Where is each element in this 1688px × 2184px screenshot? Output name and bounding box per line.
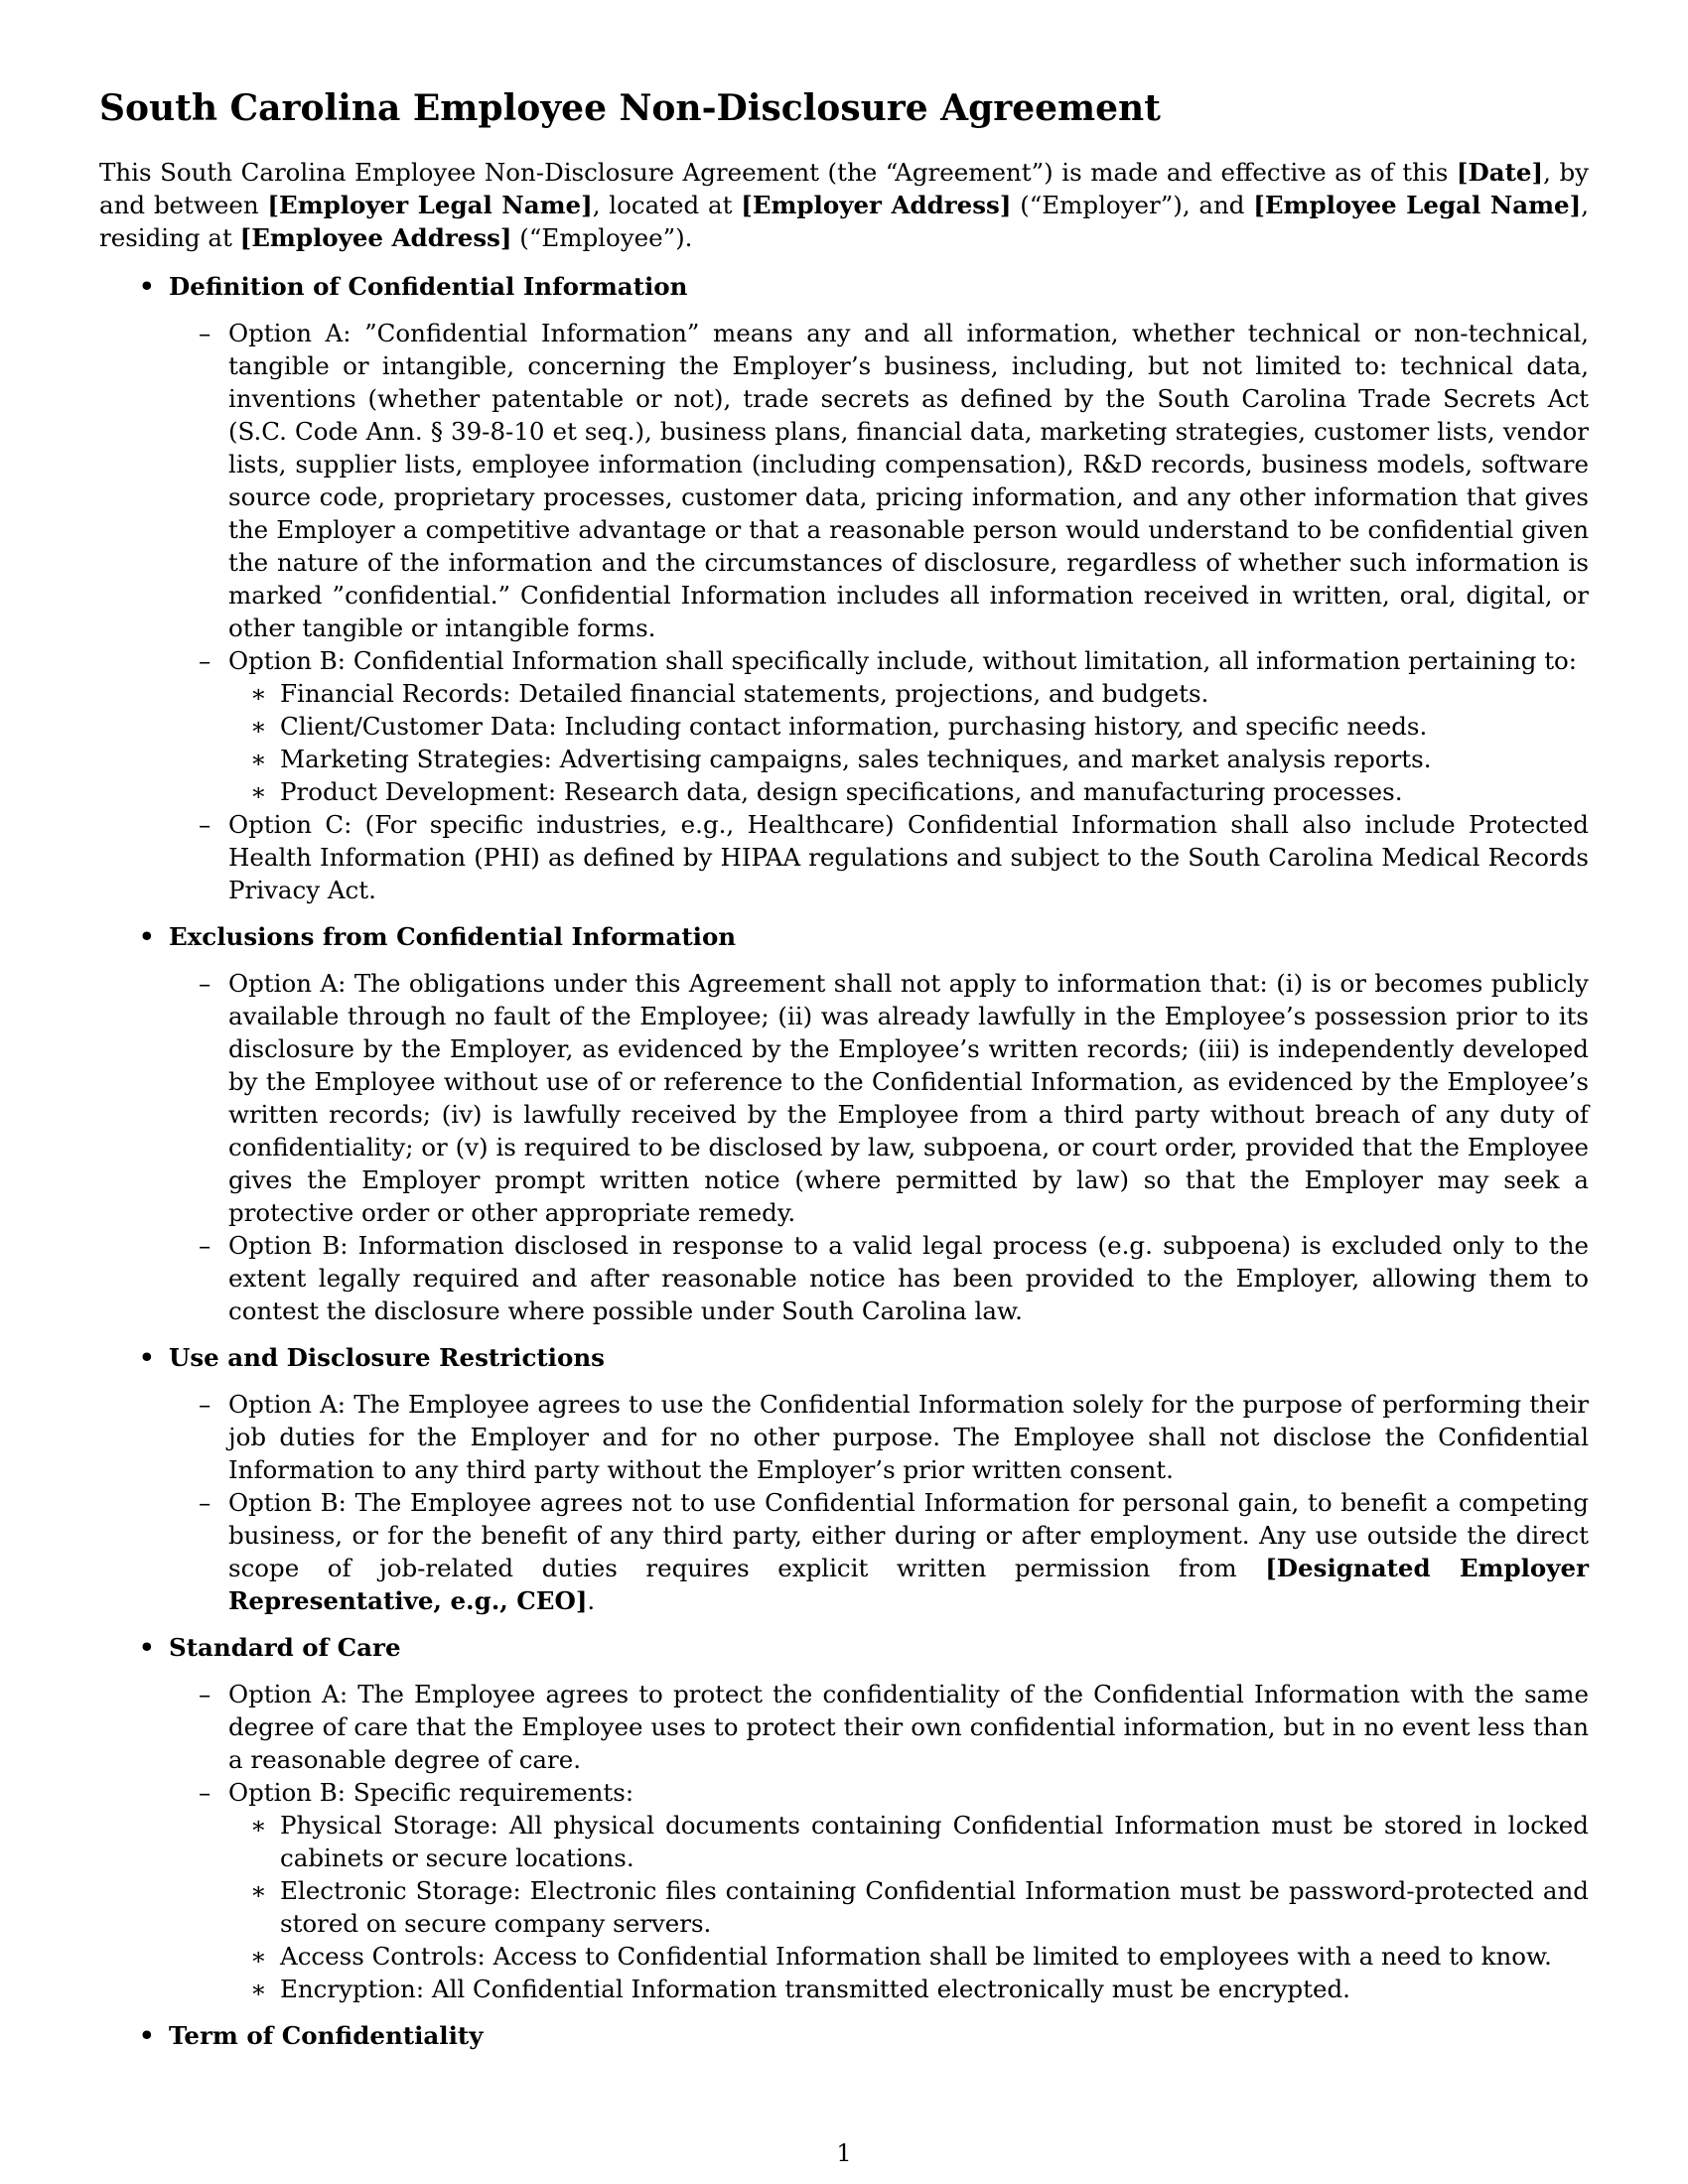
- list-item: ∗ Access Controls: Access to Confidential Information shall be limited to employees with a need to know.: [250, 1942, 1552, 1972]
- list-item: ∗ Encryption: All Confidential Information transmitted electronically must be encrypted.: [250, 1975, 1350, 2004]
- asterisk-icon: ∗: [250, 712, 267, 742]
- section-standard-of-care: [99, 1631, 1589, 2005]
- section-heading: Use and Disclosure Restrictions: [169, 1343, 605, 1373]
- section-term: [99, 2019, 1589, 2052]
- asterisk-icon: ∗: [250, 1811, 267, 1841]
- option-b: – Option B: Specific requirements:: [199, 1778, 634, 1808]
- dash-icon: –: [199, 646, 211, 676]
- option-b: – Option B: Information disclosed in response to a valid legal process (e.g. subpoena) is excluded only to the extent legally required and after reasonable notice has been provided to the Employer, allowing them to contest the disclosure where possible under South Carolina law.: [199, 1231, 1589, 1326]
- bullet-icon: •: [139, 272, 155, 302]
- section-heading: Definition of Confidential Information: [169, 272, 688, 302]
- bullet-icon: •: [139, 922, 155, 952]
- section-use-restrictions: [99, 1341, 1589, 1617]
- option-b: – Option B: Confidential Information shall specifically include, without limitation, all information pertaining to:: [199, 646, 1578, 676]
- document-title: South Carolina Employee Non-Disclosure Agreement: [99, 87, 1161, 129]
- dash-icon: –: [199, 1778, 211, 1808]
- dash-icon: –: [199, 1488, 211, 1518]
- dash-icon: –: [199, 319, 211, 348]
- list-item: ∗ Client/Customer Data: Including contact information, purchasing history, and specific needs.: [250, 712, 1428, 742]
- list-item: ∗ Physical Storage: All physical documents containing Confidential Information must be stored in locked cabinets or secure locations.: [250, 1811, 1589, 1873]
- employee-address-placeholder: [Employee Address]: [239, 223, 512, 253]
- dash-icon: –: [199, 1680, 211, 1709]
- asterisk-icon: ∗: [250, 1942, 267, 1972]
- option-b: – Option B: The Employee agrees not to use Confidential Information for personal gain, to benefit a competing business, or for the benefit of any third party, either during or after employment. Any use outside the direct scope of job-related duties requires explicit written permission from [Designated Employer Representative, e.g., CEO].: [199, 1488, 1589, 1616]
- employee-name-placeholder: [Employee Legal Name]: [1253, 191, 1582, 220]
- asterisk-icon: ∗: [250, 1975, 267, 2004]
- section-heading: Standard of Care: [169, 1633, 401, 1663]
- list-item: ∗ Marketing Strategies: Advertising campaigns, sales techniques, and market analysis reports.: [250, 745, 1432, 774]
- intro-paragraph: This South Carolina Employee Non-Disclosure Agreement (the “Agreement”) is made and effective as of this [Date], by and between [Employer Legal Name], located at [Employer Address] (“Employer”), and [Employee Legal Name], residing at [Employee Address] (“Employee”).: [99, 158, 1589, 253]
- option-a: – Option A: The obligations under this Agreement shall not apply to information that: (i) is or becomes publicly available through no fault of the Employee; (ii) was already lawfully in the Employee’s possession prior to its disclosure by the Employer, as evidenced by the Employee’s written records; (iii) is independently developed by the Employee without use of or reference to the Confidential Information, as evidenced by the Employee’s written records; (iv) is lawfully received by the Employee from a third party without breach of any duty of confidentiality; or (v) is required to be disclosed by law, subpoena, or court order, provided that the Employee gives the Employer prompt written notice (where permitted by law) so that the Employer may seek a protective order or other appropriate remedy.: [199, 969, 1589, 1228]
- dash-icon: –: [199, 1231, 211, 1261]
- section-exclusions: [99, 920, 1589, 1327]
- option-a: – Option A: The Employee agrees to protect the confidentiality of the Confidential Information with the same degree of care that the Employee uses to protect their own confidential information, but in no event less than a reasonable degree of care.: [199, 1680, 1589, 1775]
- asterisk-icon: ∗: [250, 777, 267, 807]
- option-a: – Option A: The Employee agrees to use the Confidential Information solely for the purpose of performing their job duties for the Employer and for no other purpose. The Employee shall not disclose the Confidential Information to any third party without the Employer’s prior written consent.: [199, 1390, 1589, 1485]
- dash-icon: –: [199, 810, 211, 840]
- asterisk-icon: ∗: [250, 1876, 267, 1906]
- list-item: ∗ Financial Records: Detailed financial statements, projections, and budgets.: [250, 679, 1209, 709]
- option-c: – Option C: (For specific industries, e.g., Healthcare) Confidential Information shall also include Protected Health Information (PHI) as defined by HIPAA regulations and subject to the South Carolina Medical Records Privacy Act.: [199, 810, 1589, 905]
- asterisk-icon: ∗: [250, 745, 267, 774]
- list-item: ∗ Electronic Storage: Electronic files containing Confidential Information must be password-protected and stored on secure company servers.: [250, 1876, 1589, 1939]
- page-number: 1: [836, 2139, 852, 2167]
- dash-icon: –: [199, 1390, 211, 1420]
- bullet-icon: •: [139, 1633, 155, 1663]
- list-item: ∗ Product Development: Research data, design specifications, and manufacturing processes.: [250, 777, 1403, 807]
- employer-address-placeholder: [Employer Address]: [741, 191, 1012, 220]
- section-heading: Exclusions from Confidential Information: [169, 922, 737, 952]
- asterisk-icon: ∗: [250, 679, 267, 709]
- section-definition: [99, 270, 1589, 906]
- option-a: – Option A: ”Confidential Information” means any and all information, whether technical or non-technical, tangible or intangible, concerning the Employer’s business, including, but not limited to: technical data, inventions (whether patentable or not), trade secrets as defined by the South Carolina Trade Secrets Act (S.C. Code Ann. § 39-8-10 et seq.), business plans, financial data, marketing strategies, customer lists, vendor lists, supplier lists, employee information (including compensation), R&D records, business models, software source code, proprietary processes, customer data, pricing information, and any other information that gives the Employer a competitive advantage or that a reasonable person would understand to be confidential given the nature of the information and the circumstances of disclosure, regardless of whether such information is marked ”confidential.” Confidential Information includes all information received in written, oral, digital, or other tangible or intangible forms.: [199, 319, 1589, 643]
- dash-icon: –: [199, 969, 211, 999]
- date-placeholder: [Date]: [1456, 158, 1544, 188]
- section-heading: Term of Confidentiality: [169, 2021, 484, 2051]
- document-page: [99, 87, 1589, 2066]
- employer-name-placeholder: [Employer Legal Name]: [267, 191, 593, 220]
- bullet-icon: •: [139, 1343, 155, 1373]
- representative-placeholder: [Designated Employer Representative, e.g., CEO]: [228, 1554, 1589, 1616]
- bullet-icon: •: [139, 2021, 155, 2051]
